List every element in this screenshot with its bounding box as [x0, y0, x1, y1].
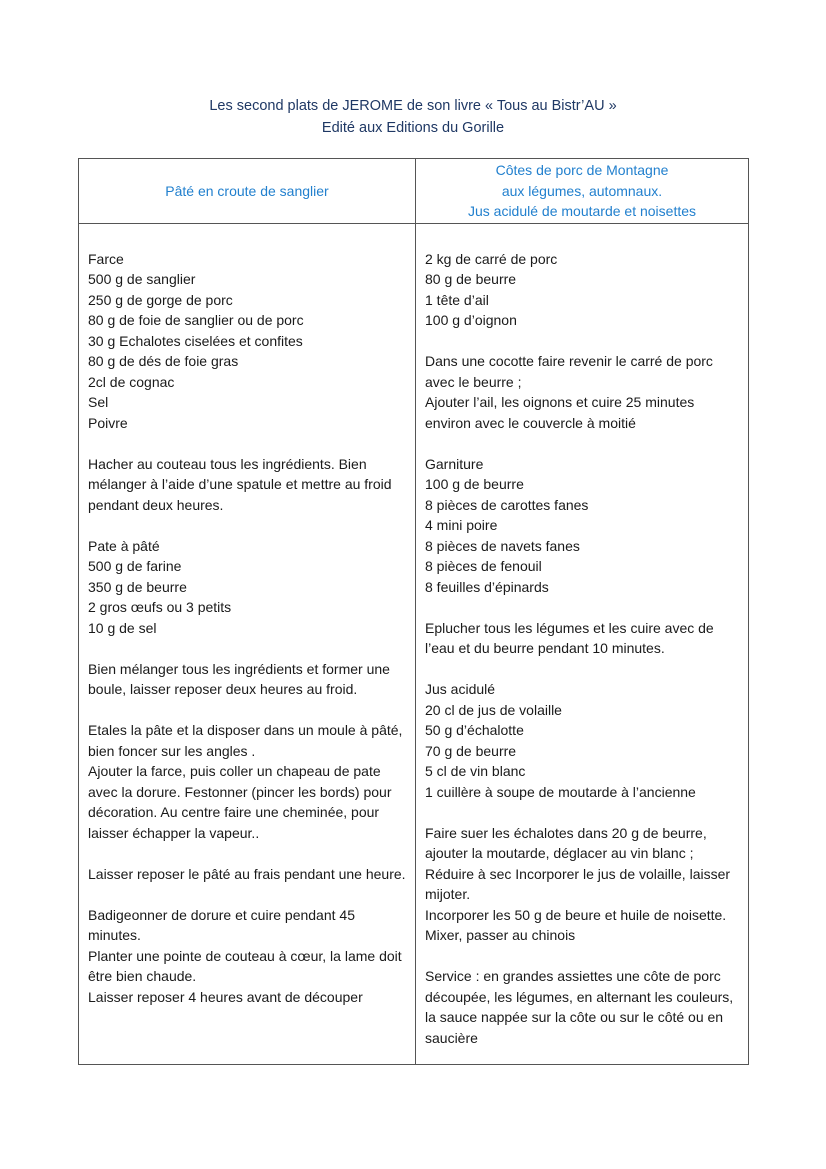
- paragraph-line: Service : en grandes assiettes une côte de porc découpée, les légumes, en alternant les couleurs, la sauce nappée sur la côte ou sur le côté ou en saucière: [425, 968, 734, 1046]
- paragraph-line: Etales la pâte et la disposer dans un moule à pâté, bien foncer sur les angles .: [88, 722, 403, 759]
- paragraph-line: 80 g de foie de sanglier ou de porc: [88, 312, 304, 328]
- paragraph-line: 100 g d’oignon: [425, 312, 517, 328]
- paragraph-line: [425, 228, 741, 249]
- paragraph-line: [88, 884, 408, 905]
- paragraph-line: Faire suer les échalotes dans 20 g de beurre, ajouter la moutarde, déglacer au vin blanc ;: [425, 824, 707, 861]
- paragraph-line: 8 pièces de carottes fanes: [425, 496, 589, 513]
- column-header-pate-en-croute: [79, 159, 416, 224]
- paragraph-line: Ajouter la farce, puis coller un chapeau de pate avec la dorure. Festonner (pincer les bords) pour décoration. Au centre faire une cheminée, pour laisser échapper la vapeur..: [88, 763, 392, 841]
- paragraph-line: 4 mini poire: [425, 517, 498, 533]
- recipe-table-body-row: [79, 224, 749, 1065]
- paragraph-line: [425, 659, 741, 680]
- header-line: Pâté en croute de sanglier: [165, 182, 329, 199]
- recipe-table-header-row: [79, 159, 749, 224]
- paragraph-line: [425, 946, 741, 967]
- paragraph-line: 500 g de farine: [88, 558, 182, 574]
- paragraph-line: Hacher au couteau tous les ingrédients. Bien mélanger à l’aide d’une spatule et mettre au froid pendant deux heures.: [88, 455, 392, 513]
- paragraph-line: Bien mélanger tous les ingrédients et former une boule, laisser reposer deux heures au froid.: [88, 660, 390, 697]
- recipe-body-pate-en-croute: [79, 224, 416, 1065]
- paragraph-line: 30 g Echalotes ciselées et confites: [88, 332, 303, 349]
- paragraph-line: 8 feuilles d’épinards: [425, 578, 549, 595]
- column-header-cotes-de-porc: [416, 159, 749, 224]
- paragraph-line: Laisser reposer 4 heures avant de découper: [88, 988, 363, 1005]
- paragraph-line: 2 kg de carré de porc: [425, 250, 558, 267]
- paragraph-line: [88, 228, 408, 249]
- paragraph-line: Sel: [88, 394, 109, 410]
- recipe-table: [78, 158, 749, 1065]
- paragraph-line: 10 g de sel: [88, 619, 157, 636]
- paragraph-line: Planter une pointe de couteau à cœur, la lame doit être bien chaude.: [88, 947, 402, 984]
- paragraph-line: Poivre: [88, 414, 128, 431]
- paragraph-line: Ajouter l’ail, les oignons et cuire 25 minutes environ avec le couvercle à moitié: [425, 394, 695, 431]
- paragraph-line: 80 g de dés de foie gras: [88, 353, 239, 369]
- paragraph-line: 1 tête d’ail: [425, 291, 489, 308]
- paragraph-line: 20 cl de jus de volaille: [425, 701, 562, 718]
- paragraph-line: 80 g de beurre: [425, 271, 517, 287]
- paragraph-line: [88, 638, 408, 659]
- paragraph-line: [425, 433, 741, 454]
- paragraph-line: [88, 700, 408, 721]
- paragraph-line: 500 g de sanglier: [88, 271, 196, 287]
- paragraph-line: 2 gros œufs ou 3 petits: [88, 599, 232, 615]
- paragraph-line: 70 g de beurre: [425, 742, 517, 759]
- header-line: aux légumes, automnaux.: [501, 182, 663, 199]
- paragraph-line: 8 pièces de fenouil: [425, 558, 542, 574]
- paragraph-line: [88, 843, 408, 864]
- paragraph-line: Farce: [88, 250, 124, 267]
- paragraph-line: 250 g de gorge de porc: [88, 291, 233, 308]
- paragraph-line: [425, 331, 741, 352]
- document-title-line2: Edité aux Editions du Gorille: [321, 120, 505, 136]
- document-title-line1: Les second plats de JEROME de son livre « Tous au Bistr’AU »: [209, 98, 617, 114]
- paragraph-line: 100 g de beurre: [425, 476, 524, 492]
- paragraph-line: [88, 515, 408, 536]
- paragraph-line: 8 pièces de navets fanes: [425, 537, 580, 554]
- paragraph-line: 2cl de cognac: [88, 373, 175, 390]
- paragraph-line: Badigeonner de dorure et cuire pendant 45 minutes.: [88, 906, 355, 943]
- document-title: [0, 95, 826, 139]
- header-line: Côtes de porc de Montagne: [495, 162, 669, 179]
- paragraph-line: Pate à pâté: [88, 537, 160, 554]
- paragraph-line: [88, 433, 408, 454]
- paragraph-line: 5 cl de vin blanc: [425, 763, 526, 779]
- paragraph-line: [425, 597, 741, 618]
- paragraph-line: Eplucher tous les légumes et les cuire avec de l’eau et du beurre pendant 10 minutes.: [425, 619, 714, 656]
- paragraph-line: Incorporer les 50 g de beure et huile de noisette. Mixer, passer au chinois: [425, 906, 727, 943]
- paragraph-line: Réduire à sec Incorporer le jus de volaille, laisser mijoter.: [425, 865, 731, 902]
- paragraph-line: Jus acidulé: [425, 681, 496, 697]
- paragraph-line: Dans une cocotte faire revenir le carré de porc avec le beurre ;: [425, 353, 713, 390]
- paragraph-line: 1 cuillère à soupe de moutarde à l’ancienne: [425, 783, 696, 800]
- recipe-body-cotes-de-porc: [416, 224, 749, 1065]
- paragraph-line: 350 g de beurre: [88, 578, 187, 595]
- paragraph-line: [425, 802, 741, 823]
- paragraph-line: Garniture: [425, 455, 484, 472]
- paragraph-line: Laisser reposer le pâté au frais pendant une heure.: [88, 865, 406, 882]
- paragraph-line: 50 g d’échalotte: [425, 722, 524, 738]
- header-line: Jus acidulé de moutarde et noisettes: [467, 203, 697, 220]
